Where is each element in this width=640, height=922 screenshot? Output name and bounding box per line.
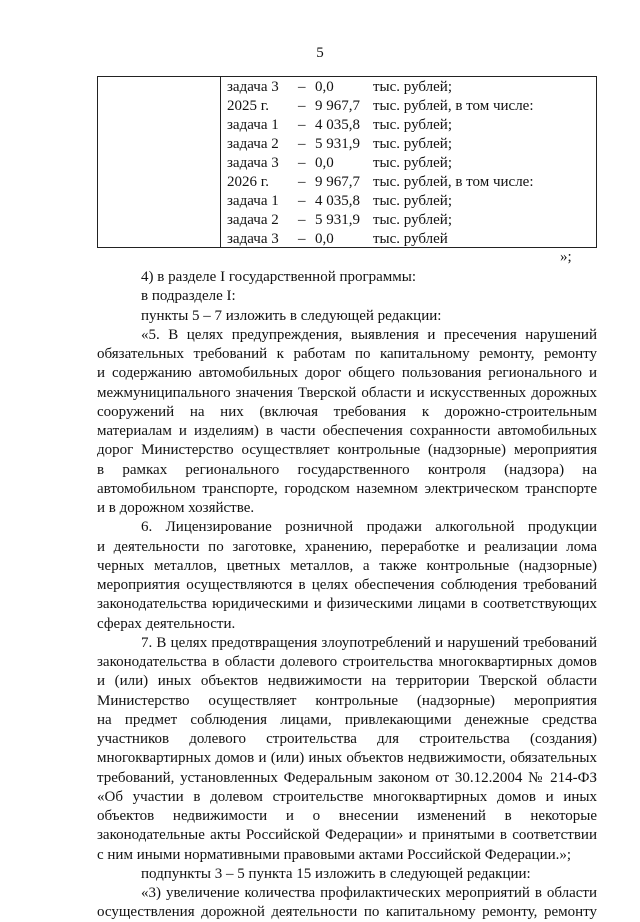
row-label: задача 1 [227, 193, 279, 209]
text-line: сооружений на них (включая требования к дорожно-строительным [97, 403, 597, 420]
text-line: автомобильном транспорте, городском наземном электрическом транспорте [97, 480, 597, 497]
text-line: Министерство осуществляет контрольные (надзорные) мероприятия [97, 692, 597, 709]
row-label: 2025 г. [227, 98, 269, 114]
text-line: «Об участии в долевом строительстве многоквартирных домов и иных [97, 788, 597, 805]
text-line: и (или) иных объектов недвижимости на территории Тверской области [97, 673, 597, 690]
row-value: 4 035,8 [315, 117, 360, 133]
text-line: и содержанию автомобильных дорог общего пользования регионального и [97, 365, 597, 382]
row-value: 0,0 [315, 79, 334, 95]
row-unit: тыс. рублей; [373, 193, 452, 209]
text-line: с ним иными нормативными правовыми актами Российской Федерации.»; [97, 846, 572, 863]
text-line: сферах деятельности. [97, 615, 236, 632]
text-line: и в дорожном хозяйстве. [97, 500, 255, 516]
table-column-divider [220, 77, 221, 247]
row-value: 4 035,8 [315, 193, 360, 209]
row-value: 0,0 [315, 231, 334, 247]
row-unit: тыс. рублей; [373, 117, 452, 133]
text-line: мероприятия осуществляются в целях обеспечения соблюдения требований [97, 577, 597, 593]
row-unit: тыс. рублей [373, 231, 448, 247]
text-line: подпункты 3 – 5 пункта 15 изложить в следующей редакции: [141, 865, 531, 882]
text-line: пункты 5 – 7 изложить в следующей редакции: [141, 307, 442, 324]
text-line: в подразделе I: [141, 288, 236, 305]
text-line: осуществления дорожной деятельности по капитальному ремонту, ремонту [97, 904, 597, 921]
row-label: задача 1 [227, 117, 279, 133]
text-line: в рамках регионального государственного контроля (надзора) на [97, 461, 597, 478]
text-line: законодательные акты Российской Федерации» и принятыми в соответствии [97, 827, 597, 844]
text-line: законодательства в области долевого строительства многоквартирных домов [97, 654, 597, 670]
closing-quote: »; [560, 249, 572, 265]
row-unit: тыс. рублей; [373, 79, 452, 95]
row-label: 2026 г. [227, 174, 269, 190]
row-unit: тыс. рублей, в том числе: [373, 98, 534, 114]
text-line: требований, установленных Федеральным законом от 30.12.2004 № 214-ФЗ [97, 769, 597, 786]
text-line: обязательных требований к работам по капитальному ремонту, ремонту [97, 346, 597, 362]
row-dash: – [298, 212, 306, 228]
text-line: межмуниципального значения Тверской области и искусственных дорожных [97, 384, 597, 401]
row-value: 9 967,7 [315, 174, 360, 190]
text-line: и деятельности по заготовке, хранению, переработке и реализации лома [97, 538, 597, 555]
text-line: 6. Лицензирование розничной продажи алкогольной продукции [141, 519, 597, 536]
text-line: объектов недвижимости и о внесении изменений в некоторые [97, 808, 597, 824]
row-unit: тыс. рублей; [373, 155, 452, 171]
row-dash: – [298, 174, 306, 190]
text-line: 7. В целях предотвращения злоупотреблений и нарушений требований [141, 634, 597, 651]
row-value: 9 967,7 [315, 98, 360, 114]
text-line: участников долевого строительства для строительства (создания) [97, 731, 597, 747]
text-line: «3) увеличение количества профилактических мероприятий в области [141, 885, 597, 901]
text-line: дорог Министерство осуществляет контрольные (надзорные) мероприятия [97, 442, 597, 459]
text-line: черных металлов, цветных металлов, а также контрольные (надзорные) [97, 557, 597, 574]
text-line: законодательства юридическими и физическими лицами в соответствующих [97, 596, 597, 613]
row-unit: тыс. рублей; [373, 212, 452, 228]
page-number: 5 [316, 45, 324, 61]
row-label: задача 3 [227, 155, 279, 171]
row-label: задача 3 [227, 231, 279, 247]
row-value: 5 931,9 [315, 136, 360, 152]
row-value: 5 931,9 [315, 212, 360, 228]
row-dash: – [298, 231, 306, 247]
text-line: 4) в разделе I государственной программы: [141, 269, 417, 285]
row-dash: – [298, 117, 306, 133]
row-dash: – [298, 79, 306, 95]
text-line: на предмет соблюдения лицами, привлекающими денежные средства [97, 711, 597, 728]
row-dash: – [298, 136, 306, 152]
row-dash: – [298, 155, 306, 171]
text-line: «5. В целях предупреждения, выявления и пресечения нарушений [141, 326, 597, 343]
text-line: многоквартирных домов и (или) иных объектов недвижимости, обязательных [97, 750, 597, 767]
row-label: задача 2 [227, 212, 279, 228]
row-label: задача 2 [227, 136, 279, 152]
row-unit: тыс. рублей; [373, 136, 452, 152]
text-line: материалам и изделиям) в части обеспечения сохранности автомобильных [97, 423, 597, 439]
row-dash: – [298, 193, 306, 209]
row-unit: тыс. рублей, в том числе: [373, 174, 534, 190]
row-value: 0,0 [315, 155, 334, 171]
row-label: задача 3 [227, 79, 279, 95]
row-dash: – [298, 98, 306, 114]
